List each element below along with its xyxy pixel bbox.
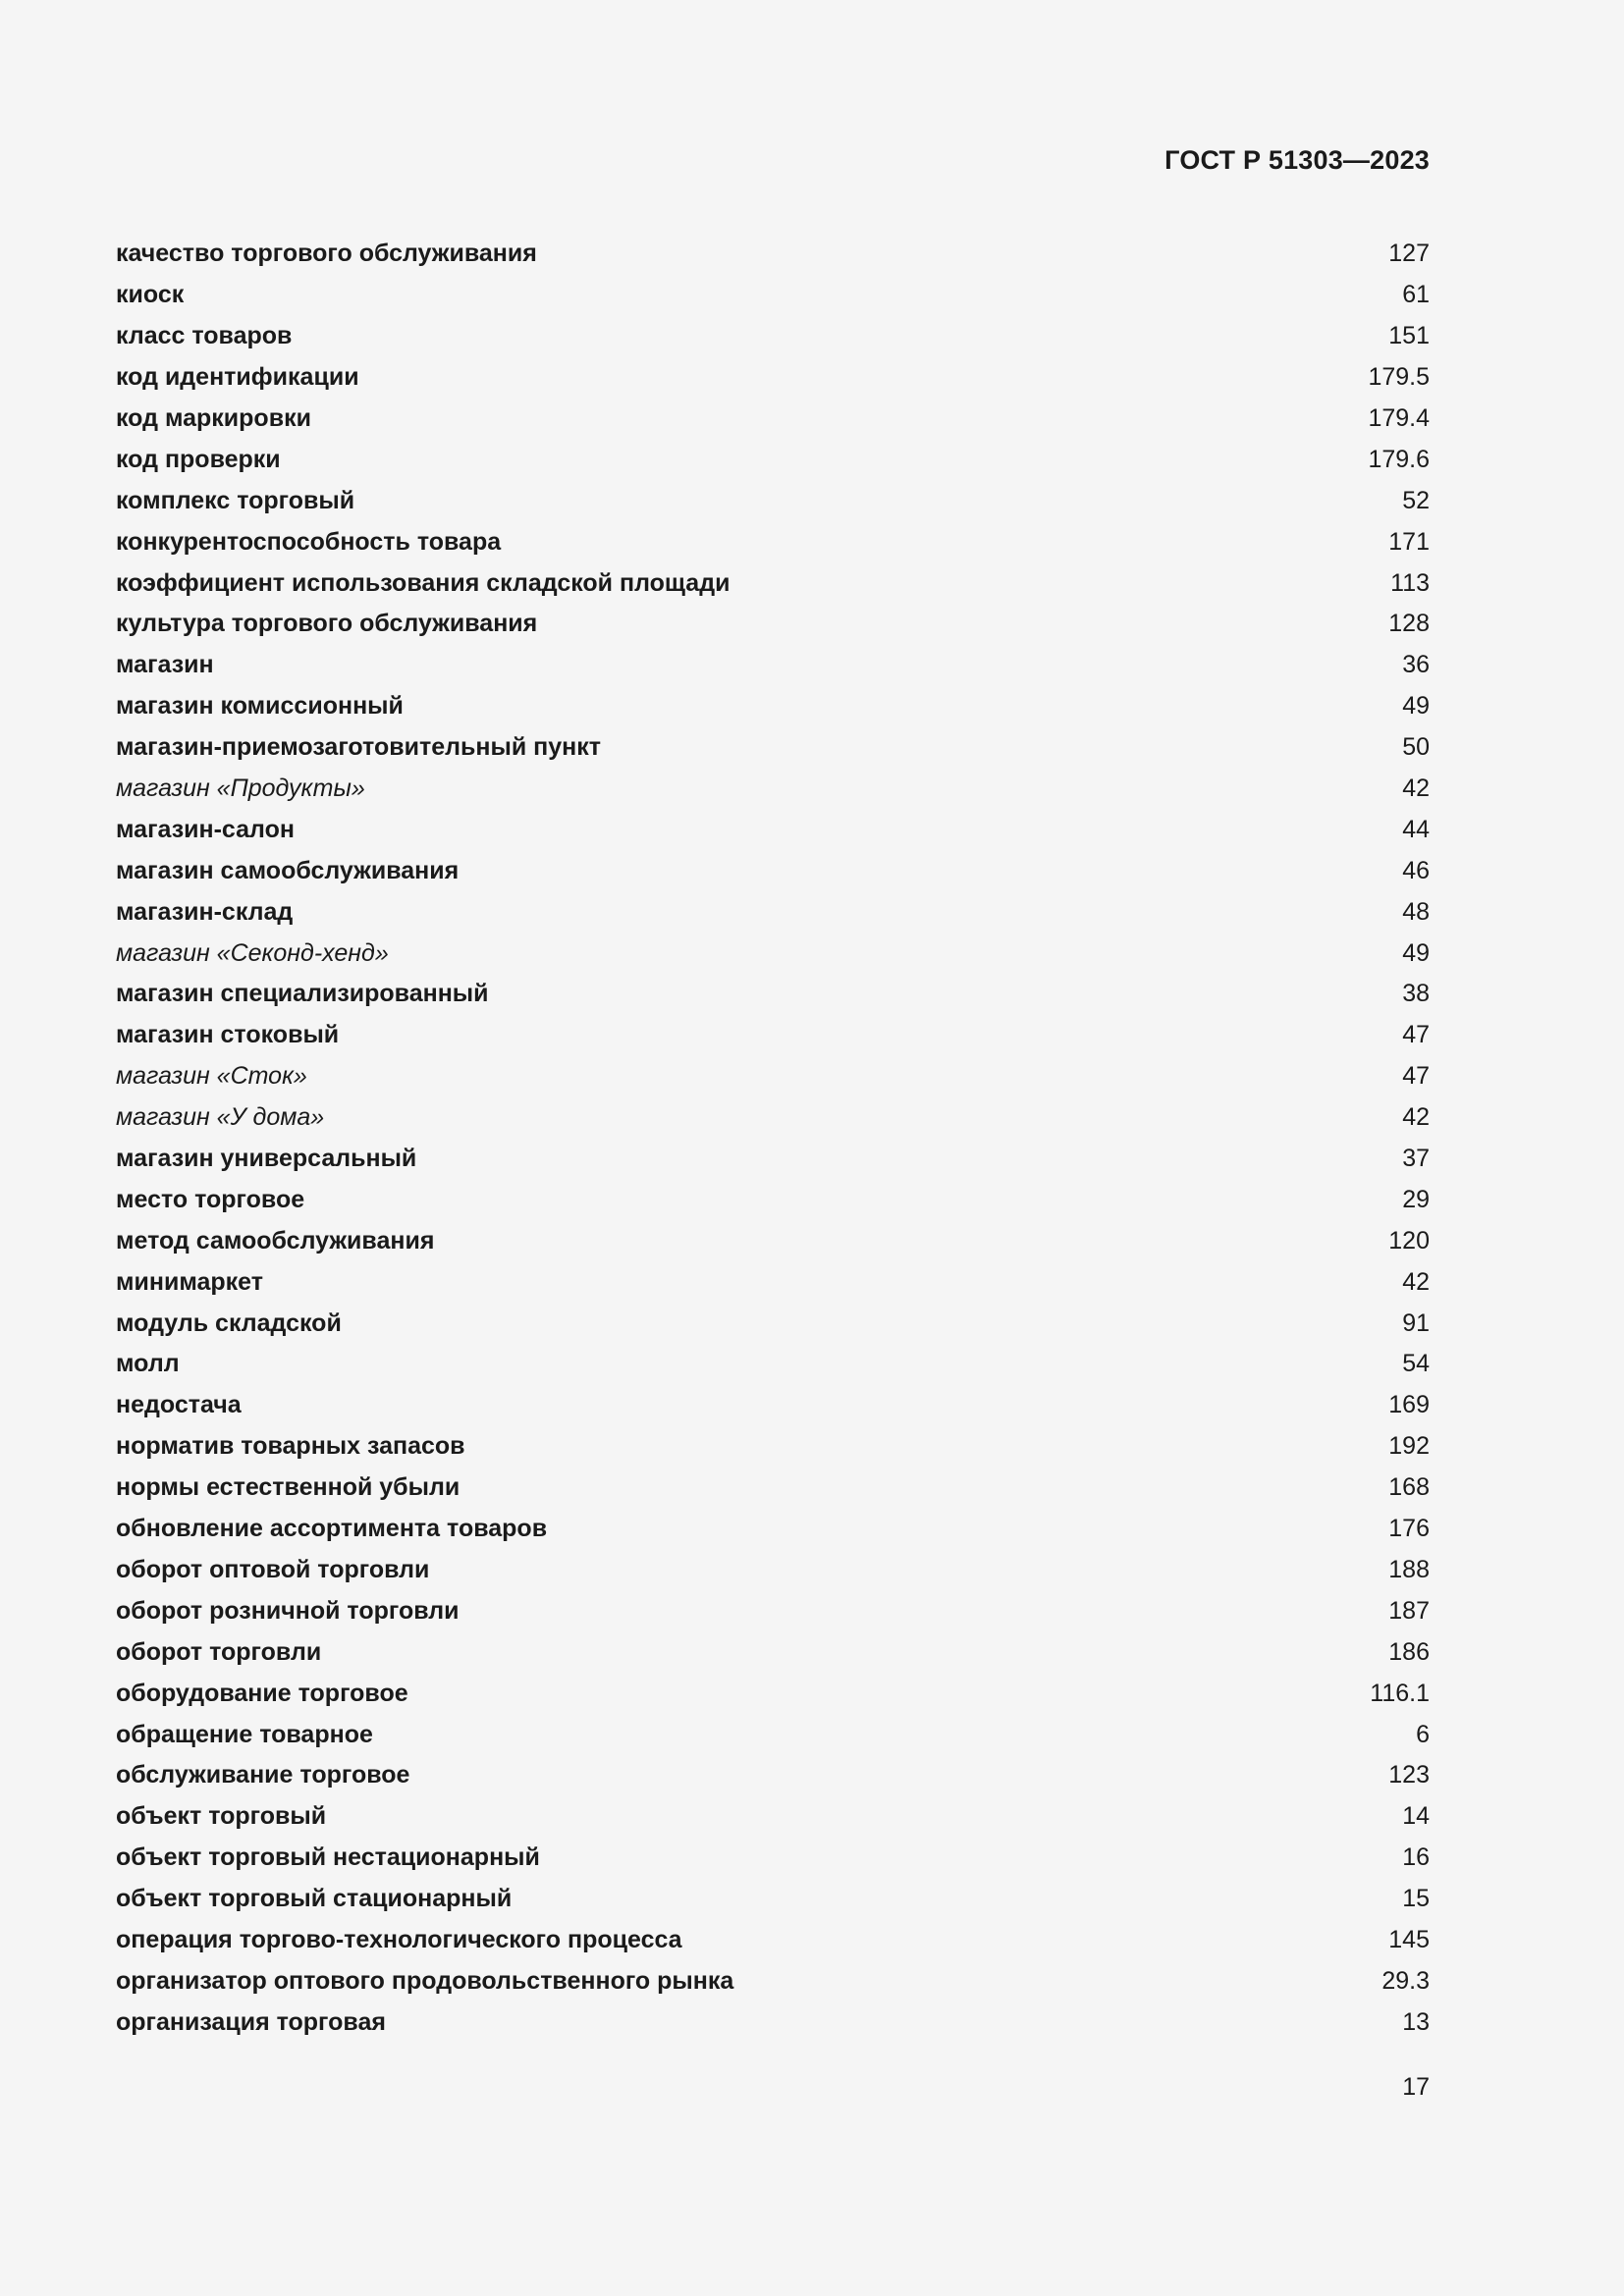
index-term-number: 179.5 [1368,363,1430,392]
index-entry [116,1220,1430,1261]
index-entry [116,275,1430,316]
index-entry [116,1015,1430,1056]
index-entry [116,974,1430,1015]
index-entry [116,234,1430,275]
index-term: код идентификации [116,363,359,392]
index-entry [116,1714,1430,1755]
index-entry [116,1468,1430,1509]
index-entry [116,1056,1430,1097]
index-term: метод самообслуживания [116,1226,435,1255]
index-entry [116,1920,1430,1961]
index-term: обновление ассортимента товаров [116,1515,548,1543]
index-entry [116,399,1430,440]
index-entry [116,1879,1430,1920]
index-term-number: 123 [1388,1761,1430,1789]
index-entry [116,1344,1430,1385]
index-term-number: 192 [1388,1432,1430,1461]
index-term: объект торговый стационарный [116,1885,513,1913]
index-term-number: 151 [1388,322,1430,350]
index-term: обслуживание торговое [116,1761,410,1789]
index-term: организатор оптового продовольственного рынка [116,1966,734,1995]
index-term-number: 113 [1390,568,1430,597]
index-entry [116,439,1430,480]
index-term: магазин «Продукты» [116,774,365,803]
index-entry [116,1755,1430,1796]
index-term-number: 168 [1388,1473,1430,1502]
alphabetical-index [116,234,1430,2043]
index-term: организация торговая [116,2007,386,2036]
index-term-number: 37 [1402,1145,1430,1173]
index-term-number: 176 [1388,1515,1430,1543]
index-term: модуль складской [116,1308,342,1337]
index-entry [116,1426,1430,1468]
index-entry [116,1385,1430,1426]
index-entry [116,357,1430,399]
index-entry [116,645,1430,686]
index-entry [116,521,1430,562]
document-header: ГОСТ Р 51303—2023 [1164,145,1430,175]
index-term: оборот торговли [116,1637,322,1666]
index-entry [116,809,1430,850]
index-entry [116,891,1430,933]
index-term-number: 171 [1388,527,1430,556]
index-term: магазин «Секонд-хенд» [116,938,389,967]
index-term: магазин-салон [116,815,295,843]
index-entry [116,727,1430,769]
index-term-number: 44 [1402,815,1430,843]
index-entry [116,1139,1430,1180]
index-term: магазин самообслуживания [116,856,460,884]
index-term-number: 13 [1402,2007,1430,2036]
index-term: культура торгового обслуживания [116,610,538,638]
index-term-number: 120 [1388,1226,1430,1255]
index-term: магазин универсальный [116,1145,417,1173]
index-term: место торговое [116,1185,305,1213]
index-term-number: 128 [1388,610,1430,638]
index-entry [116,316,1430,357]
index-term: оборудование торговое [116,1679,408,1707]
index-term-number: 46 [1402,856,1430,884]
index-term-number: 48 [1402,897,1430,926]
index-term: код маркировки [116,404,311,432]
index-term: комплекс торговый [116,486,355,514]
index-term-number: 49 [1402,692,1430,721]
index-term-number: 50 [1402,733,1430,762]
index-term: магазин [116,651,214,679]
index-term: оборот оптовой торговли [116,1555,430,1583]
index-entry [116,1097,1430,1139]
index-term: недостача [116,1391,242,1419]
index-term-number: 169 [1388,1391,1430,1419]
page-number: 17 [1402,2073,1430,2101]
index-entry [116,769,1430,810]
index-term-number: 188 [1388,1555,1430,1583]
index-entry [116,1673,1430,1714]
index-term-number: 42 [1402,1103,1430,1132]
index-entry [116,1509,1430,1550]
index-entry [116,1550,1430,1591]
index-entry [116,480,1430,521]
index-entry [116,850,1430,891]
index-term-number: 186 [1388,1637,1430,1666]
index-term-number: 91 [1402,1308,1430,1337]
index-term-number: 127 [1388,240,1430,268]
index-term-number: 145 [1388,1925,1430,1953]
index-term: магазин «У дома» [116,1103,325,1132]
index-term-number: 52 [1402,486,1430,514]
index-term: минимаркет [116,1267,263,1296]
index-term: магазин стоковый [116,1021,340,1049]
index-term-number: 179.4 [1368,404,1430,432]
index-term: обращение товарное [116,1720,373,1748]
index-term: магазин-приемозаготовительный пункт [116,733,602,762]
index-term-number: 187 [1388,1596,1430,1625]
index-term-number: 49 [1402,938,1430,967]
index-term-number: 15 [1402,1885,1430,1913]
index-term: магазин специализированный [116,980,489,1008]
index-term-number: 29.3 [1381,1966,1430,1995]
index-term: нормы естественной убыли [116,1473,460,1502]
index-term-number: 179.6 [1368,445,1430,473]
index-entry [116,933,1430,974]
index-term: класс товаров [116,322,293,350]
index-entry [116,2002,1430,2043]
index-term-number: 16 [1402,1843,1430,1872]
index-entry [116,1303,1430,1344]
index-term: киоск [116,281,185,309]
index-term-number: 42 [1402,774,1430,803]
index-term-number: 38 [1402,980,1430,1008]
index-term: объект торговый [116,1802,327,1831]
index-term-number: 36 [1402,651,1430,679]
index-entry [116,1796,1430,1838]
index-entry [116,604,1430,645]
index-term-number: 116.1 [1370,1679,1430,1707]
index-entry [116,1261,1430,1303]
index-term: объект торговый нестационарный [116,1843,540,1872]
index-term: оборот розничной торговли [116,1596,460,1625]
index-term-number: 29 [1402,1185,1430,1213]
index-entry [116,1179,1430,1220]
index-term: коэффициент использования складской площади [116,568,731,597]
index-term-number: 47 [1402,1021,1430,1049]
index-term: операция торгово-технологического процесса [116,1925,682,1953]
index-term-number: 14 [1402,1802,1430,1831]
index-term: код проверки [116,445,281,473]
index-term: магазин-склад [116,897,294,926]
index-entry [116,562,1430,604]
index-entry [116,686,1430,727]
index-term-number: 47 [1402,1062,1430,1091]
index-term-number: 61 [1402,281,1430,309]
index-entry [116,1590,1430,1631]
index-term: магазин «Сток» [116,1062,307,1091]
index-entry [116,1631,1430,1673]
index-entry [116,1960,1430,2002]
index-term-number: 6 [1416,1720,1430,1748]
index-term: норматив товарных запасов [116,1432,465,1461]
index-entry [116,1838,1430,1879]
index-term-number: 54 [1402,1350,1430,1378]
index-term: конкурентоспособность товара [116,527,502,556]
index-term: качество торгового обслуживания [116,240,537,268]
index-term: молл [116,1350,180,1378]
index-term-number: 42 [1402,1267,1430,1296]
index-term: магазин комиссионный [116,692,404,721]
